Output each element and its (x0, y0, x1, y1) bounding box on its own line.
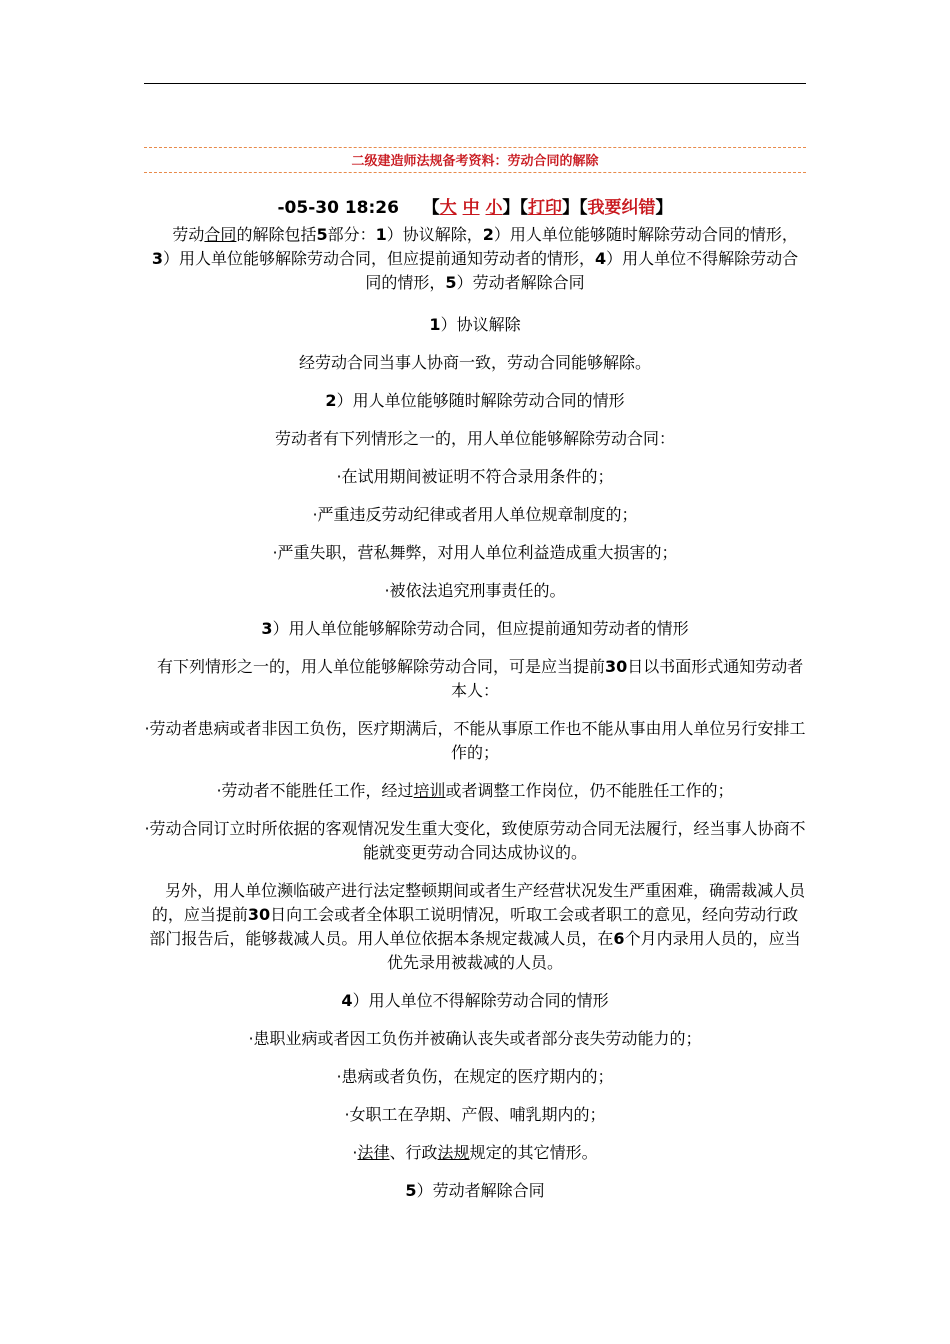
bracket: 【 (519, 198, 528, 218)
report-error-link[interactable]: 我要纠错 (587, 198, 656, 218)
section-1-heading (144, 313, 806, 337)
timestamp: -05-30 18:26 (277, 198, 399, 218)
paragraph-text: 日向工会或者全体职工说明情况，听取工会或者职工的意见，经向劳动行政部门报告后，能够裁减人员。用人单位依据本条规定裁减人员，在 (149, 905, 799, 948)
intro-number: 1 (375, 225, 387, 244)
paragraph-text: 另外，用人单位濒临破产进行法定整顿期间或者生产经营状况发生严重困难，确需裁减人员的，应当提前 (151, 881, 806, 924)
list-item (144, 779, 806, 803)
list-item: ·被依法追究刑事责任的。 (384, 581, 566, 600)
intro-number: 4 (595, 249, 607, 268)
training-link[interactable]: 培训 (413, 781, 446, 800)
intro-text: ）用人单位不得解除劳动合同的情形， (365, 249, 799, 292)
lead-number: 30 (604, 657, 628, 676)
section-3-heading (144, 617, 806, 641)
font-size-small-link[interactable]: 小 (485, 198, 503, 218)
lead-text: 日以书面形式通知劳动者本人： (450, 657, 804, 700)
regulation-link[interactable]: 法规 (437, 1143, 470, 1162)
section-2-heading (144, 389, 806, 413)
page-title: 二级建造师法规备考资料：劳动合同的解除 (351, 154, 599, 169)
paragraph-number: 30 (247, 905, 271, 924)
item-text: 、行政 (389, 1143, 438, 1162)
bracket: 【 (579, 198, 588, 218)
list-item: ·劳动合同订立时所依据的客观情况发生重大变化，致使原劳动合同无法履行，经当事人协商不能就变更劳动合同达成协议的。 (144, 819, 806, 862)
list-item: ·在试用期间被证明不符合录用条件的； (336, 467, 614, 486)
section-2-lead: 劳动者有下列情形之一的，用人单位能够解除劳动合同： (274, 429, 675, 448)
title-dashed-rule-top (144, 147, 806, 148)
item-text: 或者调整工作岗位，仍不能胜任工作的； (445, 781, 734, 800)
section-title: ）用人单位不得解除劳动合同的情形 (352, 991, 609, 1010)
paragraph-number: 6 (613, 929, 625, 948)
bracket: 【 (422, 198, 440, 218)
list-item: ·劳动者患病或者非因工负伤，医疗期满后，不能从事原工作也不能从事由用人单位另行安排工作的； (144, 719, 806, 762)
section-number: 4 (341, 991, 353, 1010)
list-item (144, 1141, 806, 1165)
intro-text: ）用人单位能够随时解除劳动合同的情形， (493, 225, 798, 244)
paragraph-text: 个月内录用人员的，应当优先录用被裁减的人员。 (386, 929, 801, 972)
intro-text: ）劳动者解除合同 (456, 273, 585, 292)
layoff-paragraph (144, 879, 806, 975)
intro-text: ）用人单位能够解除劳动合同，但应提前通知劳动者的情形， (162, 249, 595, 268)
intro-number: 5 (445, 273, 457, 292)
section-5-heading (144, 1179, 806, 1203)
section-4-heading (144, 989, 806, 1013)
top-rule (144, 83, 806, 84)
list-item: ·女职工在孕期、产假、哺乳期内的； (344, 1105, 606, 1124)
font-size-large-link[interactable]: 大 (439, 198, 457, 218)
article-body (144, 195, 806, 1203)
font-size-medium-link[interactable]: 中 (462, 198, 480, 218)
intro-text: 劳动 (172, 225, 205, 244)
list-item: ·严重失职，营私舞弊，对用人单位利益造成重大损害的； (272, 543, 678, 562)
intro-text: 部分： (327, 225, 376, 244)
section-number: 1 (429, 315, 441, 334)
list-item: ·患职业病或者因工负伤并被确认丧失或者部分丧失劳动能力的； (248, 1029, 702, 1048)
lead-text: 有下列情形之一的，用人单位能够解除劳动合同，可是应当提前 (156, 657, 605, 676)
section-title: ）劳动者解除合同 (416, 1181, 545, 1200)
contract-link[interactable]: 合同 (204, 225, 237, 244)
item-text: 规定的其它情形。 (469, 1143, 598, 1162)
section-3-lead (144, 655, 806, 703)
bracket: 】 (502, 198, 520, 218)
list-item: ·患病或者负伤，在规定的医疗期内的； (336, 1067, 614, 1086)
intro-number: 2 (482, 225, 494, 244)
item-text: · (352, 1143, 358, 1162)
section-number: 2 (325, 391, 337, 410)
item-text: ·劳动者不能胜任工作，经过 (216, 781, 414, 800)
bracket: 】 (655, 198, 673, 218)
section-title: ）用人单位能够解除劳动合同，但应提前通知劳动者的情形 (272, 619, 689, 638)
intro-paragraph (144, 223, 806, 295)
list-item: ·严重违反劳动纪律或者用人单位规章制度的； (312, 505, 638, 524)
section-1-body: 经劳动合同当事人协商一致，劳动合同能够解除。 (298, 353, 651, 372)
section-title: ）用人单位能够随时解除劳动合同的情形 (336, 391, 625, 410)
intro-text: ）协议解除， (386, 225, 483, 244)
section-number: 5 (405, 1181, 417, 1200)
title-dashed-rule-bottom (144, 172, 806, 173)
intro-number: 3 (151, 249, 163, 268)
section-title: ）协议解除 (440, 315, 521, 334)
print-link[interactable]: 打印 (528, 198, 562, 218)
section-number: 3 (261, 619, 273, 638)
intro-text: 的解除包括 (236, 225, 317, 244)
bracket: 】 (562, 198, 579, 218)
meta-line (144, 195, 806, 221)
intro-number: 5 (316, 225, 328, 244)
law-link[interactable]: 法律 (357, 1143, 390, 1162)
